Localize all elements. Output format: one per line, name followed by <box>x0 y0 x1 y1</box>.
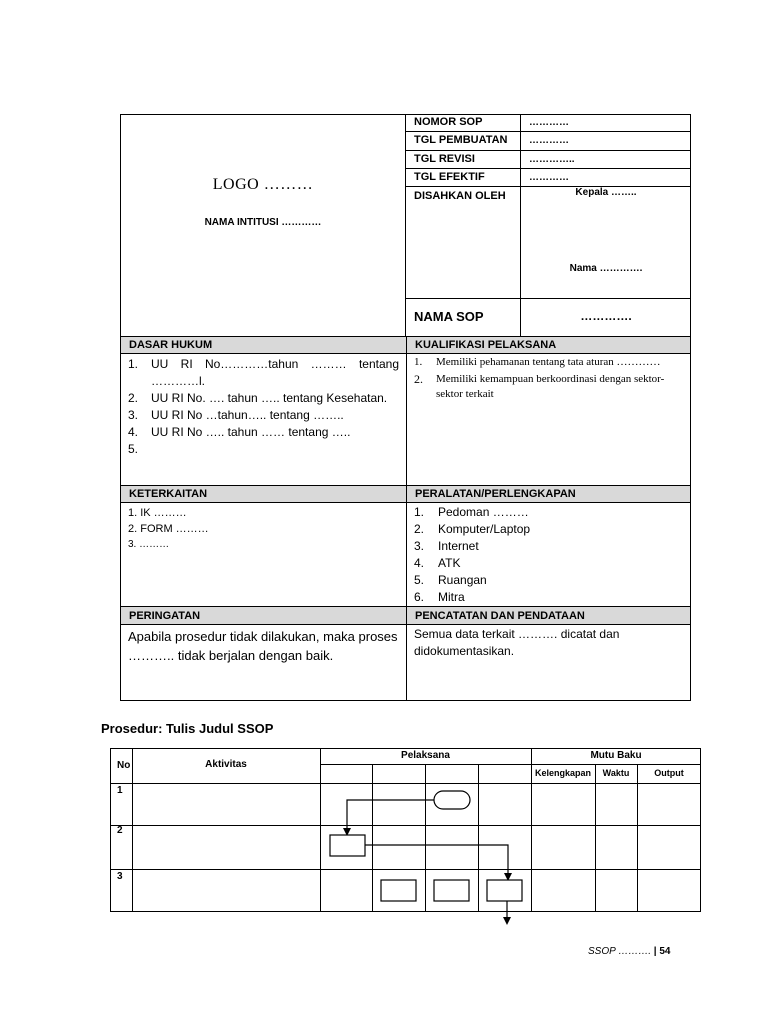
flow-connector <box>365 845 508 877</box>
list-number: 2. <box>414 372 423 386</box>
info-label: TGL REVISI <box>406 151 521 168</box>
list-number: 5. <box>414 573 425 587</box>
col-completeness: Kelengkapan <box>534 768 592 778</box>
section-title-legal-basis: DASAR HUKUM <box>121 337 406 354</box>
list-number: 4. <box>414 556 425 570</box>
col-executor: Pelaksana <box>401 750 450 761</box>
flow-process-box <box>381 880 416 901</box>
list-number: 3. <box>414 539 425 553</box>
sop-name-label: NAMA SOP <box>406 299 521 337</box>
approved-head: Kepala …….. <box>575 187 637 198</box>
section-title-qualification: KUALIFIKASI PELAKSANA <box>407 337 690 354</box>
list-item: 3. ……… <box>128 539 170 550</box>
list-text: Memiliki pehamanan tentang tata aturan ………… <box>436 356 661 368</box>
list-text: Komputer/Laptop <box>438 522 531 536</box>
logo: LOGO ……… <box>212 176 314 193</box>
info-value: ………….. <box>529 154 575 165</box>
info-label: TGL EFEKTIF <box>406 169 521 186</box>
info-label: TGL PEMBUATAN <box>406 132 521 150</box>
list-number: 1. <box>414 356 423 368</box>
page-number: | 54 <box>653 946 671 957</box>
section-title-recording: PENCATATAN DAN PENDATAAN <box>407 606 690 625</box>
list-item: 1. IK ……… <box>128 507 187 519</box>
list-number: 2. <box>414 522 425 536</box>
list-number: 1. <box>128 357 139 371</box>
info-label: NOMOR SOP <box>406 114 521 132</box>
row-number: 2 <box>117 825 123 836</box>
col-no: No <box>117 760 131 771</box>
recording-text: Semua data terkait ………. dicatat dan didokumentasikan. <box>414 627 620 658</box>
list-text: Internet <box>438 539 479 553</box>
list-text: Ruangan <box>438 573 487 587</box>
row-number: 1 <box>117 785 123 796</box>
col-output: Output <box>654 768 684 778</box>
flow-connector <box>347 800 434 832</box>
list-number: 6. <box>414 590 425 604</box>
list-number: 3. <box>128 408 139 422</box>
list-text: Pedoman ……… <box>438 505 529 519</box>
info-value: ………… <box>529 172 569 183</box>
list-text: UU RI No. …. tahun ….. tentang Kesehatan. <box>151 391 388 405</box>
warning-text: Apabila prosedur tidak dilakukan, maka proses ……….. tidak berjalan dengan baik. <box>128 629 398 663</box>
section-title-warning: PERINGATAN <box>121 606 406 625</box>
procedure-heading: Prosedur: Tulis Judul SSOP <box>101 721 274 736</box>
approved-name: Nama …………. <box>569 263 643 274</box>
col-time: Waktu <box>602 768 630 778</box>
info-value: ………… <box>529 135 569 146</box>
list-number: 5. <box>128 442 139 456</box>
sop-name-value: …………. <box>580 309 632 323</box>
list-number: 1. <box>414 505 425 519</box>
list-text: UU RI No ….. tahun …… tentang ….. <box>151 425 351 439</box>
flow-process-box <box>330 835 365 856</box>
col-activity: Aktivitas <box>205 759 247 770</box>
list-text: UU RI No …tahun….. tentang …….. <box>151 408 344 422</box>
page-footer <box>588 946 670 957</box>
list-item: 2. FORM ……… <box>128 523 209 535</box>
list-text: UU RI No…………tahun ……… tentang …………l. <box>151 357 399 388</box>
col-quality: Mutu Baku <box>590 750 642 761</box>
section-title-equipment: PERALATAN/PERLENGKAPAN <box>407 485 690 503</box>
list-number: 4. <box>128 425 139 439</box>
institution-name: NAMA INTITUSI ………… <box>204 217 322 228</box>
footer-doc: SSOP ………. <box>588 946 651 957</box>
flow-terminator <box>434 791 470 809</box>
flow-process-box <box>487 880 522 901</box>
row-number: 3 <box>117 871 123 882</box>
list-number: 2. <box>128 391 139 405</box>
list-text: Mitra <box>438 590 465 604</box>
flow-process-box <box>434 880 469 901</box>
list-text: Memiliki kemampuan berkoordinasi dengan sektor-sektor terkait <box>436 373 665 400</box>
list-text: ATK <box>438 556 461 570</box>
approved-label: DISAHKAN OLEH <box>406 187 521 298</box>
info-value: ………… <box>529 117 569 128</box>
section-title-related: KETERKAITAN <box>121 485 406 503</box>
